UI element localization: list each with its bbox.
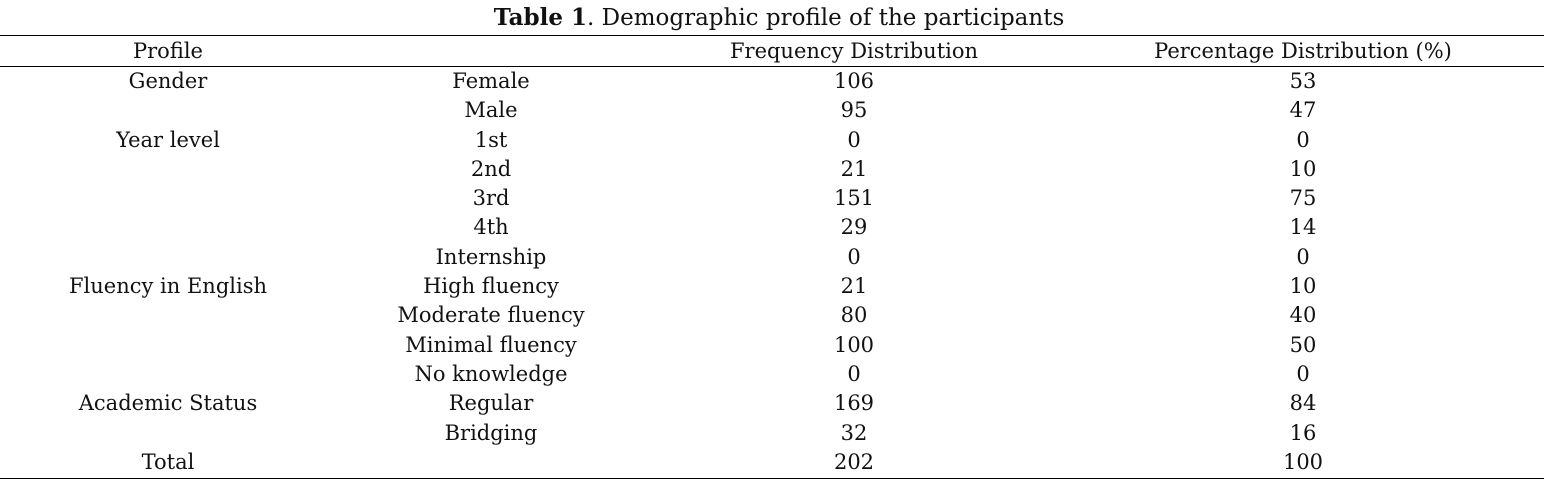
cell-frequency: 169 — [833, 391, 875, 416]
cell-profile — [0, 184, 336, 213]
cell-category: Regular — [448, 391, 534, 416]
cell-percentage: 47 — [1289, 98, 1317, 123]
cell-profile: Year level — [116, 127, 220, 152]
cell-frequency: 0 — [847, 127, 861, 152]
header-category — [336, 36, 646, 67]
table-row — [0, 331, 1544, 360]
cell-profile — [0, 360, 336, 389]
cell-percentage: 0 — [1296, 244, 1310, 269]
cell-profile — [0, 243, 336, 272]
table-row — [0, 67, 1544, 96]
table-row — [0, 243, 1544, 272]
cell-frequency: 100 — [833, 332, 875, 357]
cell-category: 2nd — [470, 156, 512, 181]
cell-category: 1st — [474, 127, 508, 152]
table-row — [0, 155, 1544, 184]
table-caption-text: . Demographic profile of the participants — [587, 5, 1065, 31]
cell-frequency: 106 — [833, 69, 875, 93]
cell-profile: Gender — [128, 69, 208, 93]
cell-frequency: 21 — [840, 274, 868, 299]
table-row — [0, 213, 1544, 242]
cell-profile — [0, 331, 336, 360]
cell-category: Female — [452, 69, 530, 93]
cell-frequency: 80 — [840, 303, 868, 328]
header-frequency: Frequency Distribution — [729, 39, 979, 63]
cell-percentage: 10 — [1289, 156, 1317, 181]
cell-percentage: 10 — [1289, 274, 1317, 299]
cell-category — [336, 448, 646, 477]
header-profile: Profile — [133, 39, 203, 63]
table-row — [0, 184, 1544, 213]
cell-percentage: 50 — [1289, 332, 1317, 357]
cell-category: 4th — [473, 215, 509, 240]
cell-category: High fluency — [423, 274, 559, 299]
table-row — [0, 448, 1544, 477]
cell-percentage: 40 — [1289, 303, 1317, 328]
cell-category: Internship — [435, 244, 547, 269]
demographic-table — [0, 36, 1544, 477]
cell-category: Moderate fluency — [397, 303, 585, 328]
cell-profile: Academic Status — [78, 391, 258, 416]
cell-category: No knowledge — [414, 361, 568, 386]
cell-category: Bridging — [444, 420, 538, 445]
table-row — [0, 419, 1544, 448]
cell-percentage: 16 — [1289, 420, 1317, 445]
cell-percentage: 14 — [1289, 215, 1317, 240]
table-bottom-rule — [0, 478, 1544, 479]
cell-frequency: 151 — [833, 186, 875, 211]
table-row — [0, 96, 1544, 125]
cell-percentage: 100 — [1282, 449, 1324, 474]
cell-percentage: 0 — [1296, 127, 1310, 152]
cell-profile — [0, 213, 336, 242]
cell-frequency: 32 — [840, 420, 868, 445]
cell-frequency: 29 — [840, 215, 868, 240]
table-row — [0, 272, 1544, 301]
cell-percentage: 53 — [1289, 69, 1317, 93]
table-header-row — [0, 36, 1544, 67]
cell-profile: Total — [141, 449, 195, 474]
cell-percentage: 84 — [1289, 391, 1317, 416]
table-row — [0, 389, 1544, 418]
cell-profile — [0, 419, 336, 448]
cell-category: 3rd — [472, 186, 510, 211]
table-row — [0, 126, 1544, 155]
header-percentage: Percentage Distribution (%) — [1154, 39, 1452, 63]
cell-frequency: 202 — [833, 449, 875, 474]
table-row — [0, 301, 1544, 330]
cell-percentage: 0 — [1296, 361, 1310, 386]
cell-category: Male — [464, 98, 518, 123]
table-caption-label: Table 1 — [493, 4, 588, 31]
cell-frequency: 21 — [840, 156, 868, 181]
cell-profile — [0, 301, 336, 330]
cell-percentage: 75 — [1289, 186, 1317, 211]
cell-category: Minimal fluency — [405, 332, 577, 357]
cell-profile: Fluency in English — [68, 274, 267, 299]
cell-profile — [0, 155, 336, 184]
cell-frequency: 0 — [847, 244, 861, 269]
table-row — [0, 360, 1544, 389]
table-caption — [0, 4, 1558, 32]
cell-frequency: 0 — [847, 361, 861, 386]
cell-frequency: 95 — [840, 98, 868, 123]
cell-profile — [0, 96, 336, 125]
